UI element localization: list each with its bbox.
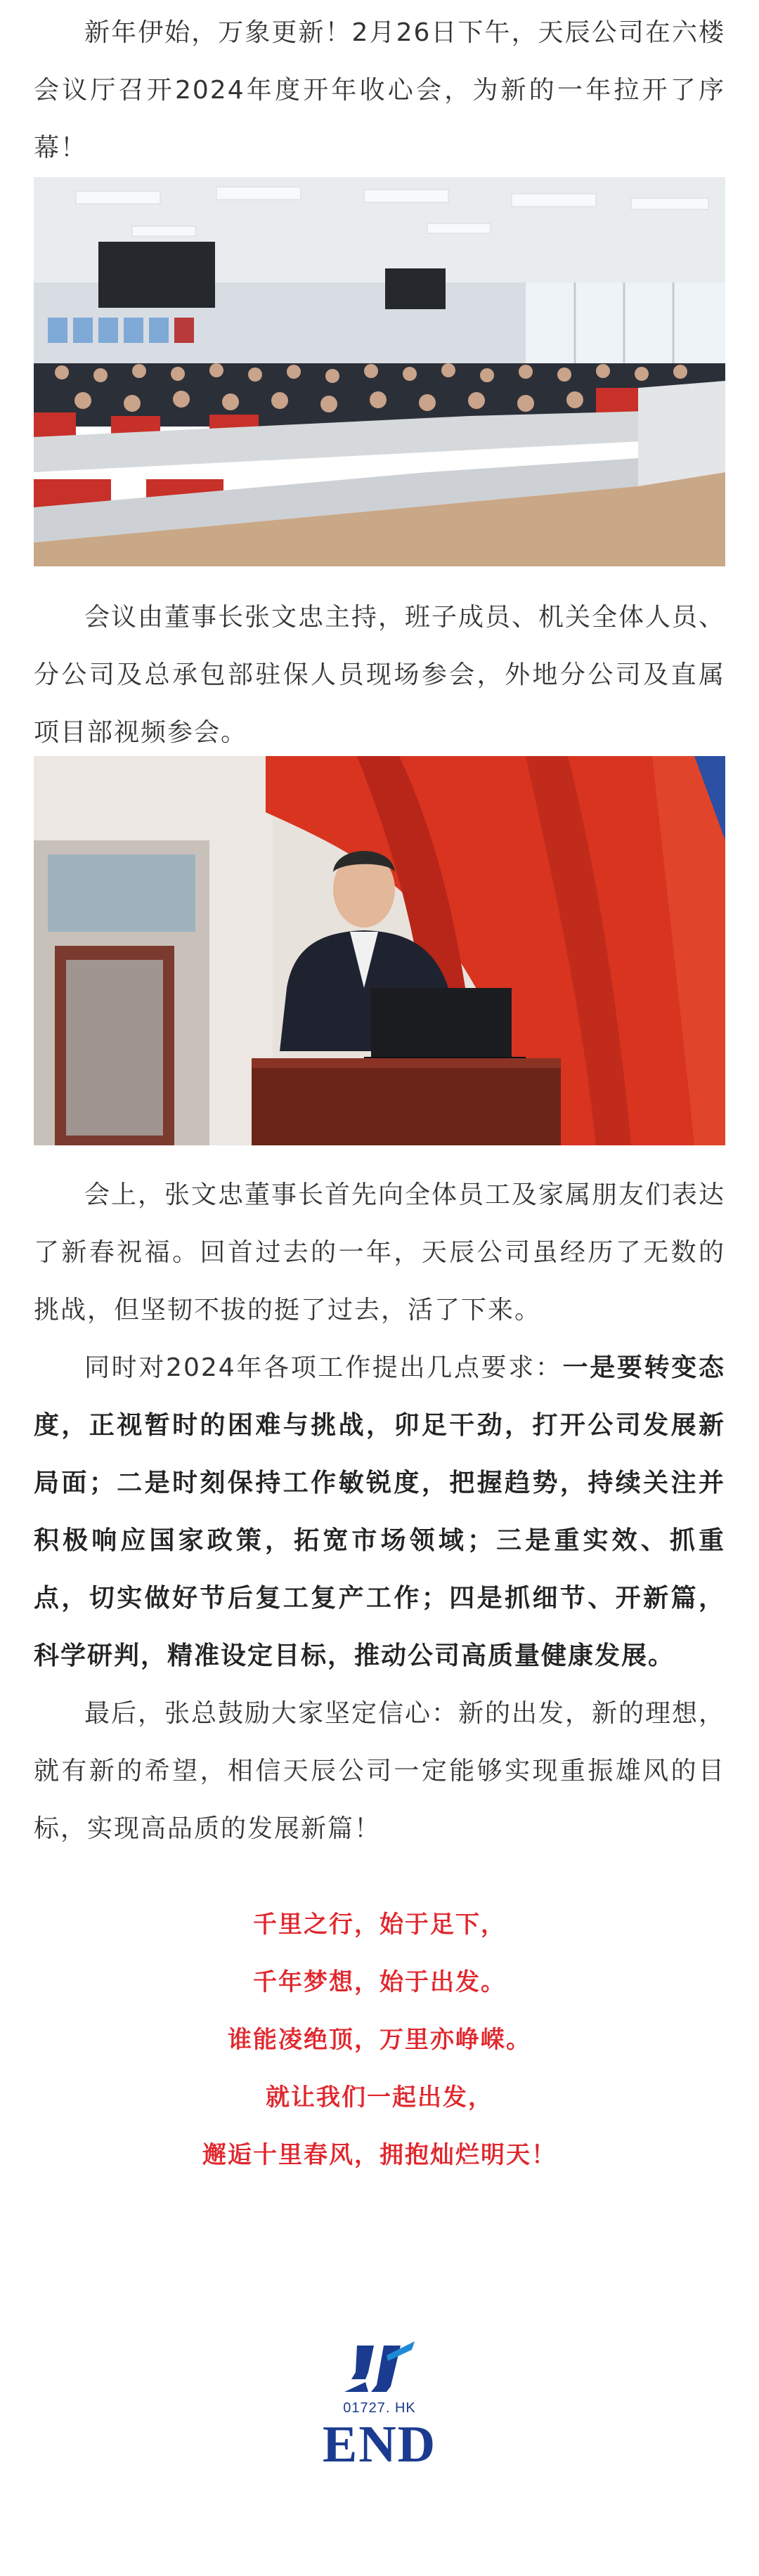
poem-line: 邂逅十里春风，拥抱灿烂明天！ bbox=[202, 2141, 557, 2169]
end-label: END bbox=[322, 2416, 437, 2473]
chairman-speech-photo bbox=[34, 756, 725, 1145]
paragraph-greetings: 会上，张文忠董事长首先向全体员工及家属朋友们表达了新春祝福。回首过去的一年，天辰公司虽经历了无数的挑战，但坚韧不拔的挺了过去，活了下来。 bbox=[34, 1180, 726, 1325]
paragraph-requirements bbox=[34, 1339, 725, 1685]
company-logo-icon bbox=[344, 2340, 415, 2398]
poem-line: 谁能凌绝顶，万里亦峥嵘。 bbox=[228, 2026, 531, 2054]
footer-logo bbox=[0, 2340, 759, 2473]
requirements-list: 一是要转变态度，正视暂时的困难与挑战，卯足干劲，打开公司发展新局面；二是时刻保持工作敏锐度，把握趋势，持续关注并积极响应国家政策，拓宽市场领域；三是重实效、抓重点，切实做好节后复工复产工作；四是抓细节、开新篇，科学研判，精准设定目标，推动公司高质量健康发展。 bbox=[34, 1353, 725, 1670]
poem-line: 就让我们一起出发， bbox=[266, 2083, 493, 2112]
paragraph-closing: 最后，张总鼓励大家坚定信心：新的出发，新的理想，就有新的希望，相信天辰公司一定能够实现重振雄风的目标，实现高品质的发展新篇！ bbox=[34, 1699, 726, 1843]
poem-line: 千年梦想，始于出发。 bbox=[253, 1968, 506, 1996]
paragraph-attendance: 会议由董事长张文忠主持，班子成员、机关全体人员、分公司及总承包部驻保人员现场参会，外地分公司及直属项目部视频参会。 bbox=[34, 603, 726, 747]
poem-line: 千里之行，始于足下， bbox=[253, 1911, 506, 1939]
requirements-intro: 同时对2024年各项工作提出几点要求： bbox=[84, 1353, 563, 1382]
closing-poem bbox=[0, 1896, 759, 2184]
meeting-hall-photo bbox=[34, 177, 725, 566]
paragraph-intro: 新年伊始，万象更新！2月26日下午，天辰公司在六楼会议厅召开2024年度开年收心会，为新的一年拉开了序幕！ bbox=[34, 18, 725, 162]
stock-code: 01727. HK bbox=[343, 2400, 416, 2416]
